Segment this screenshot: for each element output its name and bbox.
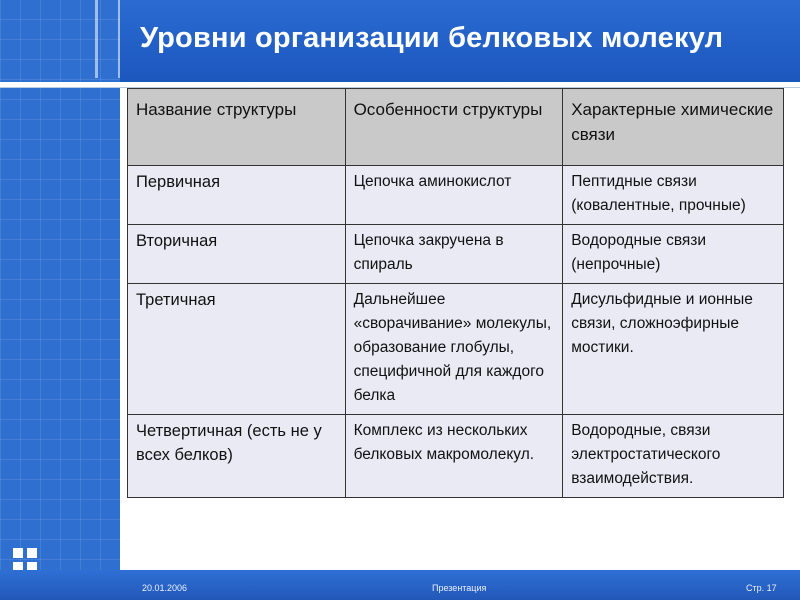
table-row [128,225,784,284]
table-row [128,415,784,498]
table-header-row [128,89,784,166]
cell-structure-name: Четвертичная (есть не у всех белков) [128,415,346,498]
table-row [128,284,784,415]
slide-title: Уровни организации белковых молекул [140,22,724,54]
cell-structure-features: Дальнейшее «сворачивание» молекулы, образование глобулы, специфичной для каждого белка [345,284,563,415]
protein-structure-table [127,88,784,498]
left-decorative-band [0,0,120,600]
left-decorative-lines [95,0,121,78]
cell-chemical-bonds: Водородные, связи электростатического взаимодействия. [563,415,784,498]
footer-page-number: Стр. 17 [746,583,777,593]
footer-bar [0,570,800,600]
header-structure-name: Название структуры [128,89,346,166]
header-structure-features: Особенности структуры [345,89,563,166]
cell-structure-name: Первичная [128,166,346,225]
footer-presentation-label: Презентация [432,583,487,593]
cell-chemical-bonds: Водородные связи (непрочные) [563,225,784,284]
cell-structure-name: Вторичная [128,225,346,284]
header-chemical-bonds: Характерные химические связи [563,89,784,166]
footer-date: 20.01.2006 [142,583,188,593]
cell-structure-name: Третичная [128,284,346,415]
cell-structure-features: Комплекс из нескольких белковых макромолекул. [345,415,563,498]
cell-chemical-bonds: Пептидные связи (ковалентные, прочные) [563,166,784,225]
cell-chemical-bonds: Дисульфидные и ионные связи, сложноэфирные мостики. [563,284,784,415]
cell-structure-features: Цепочка закручена в спираль [345,225,563,284]
table-row [128,166,784,225]
cell-structure-features: Цепочка аминокислот [345,166,563,225]
